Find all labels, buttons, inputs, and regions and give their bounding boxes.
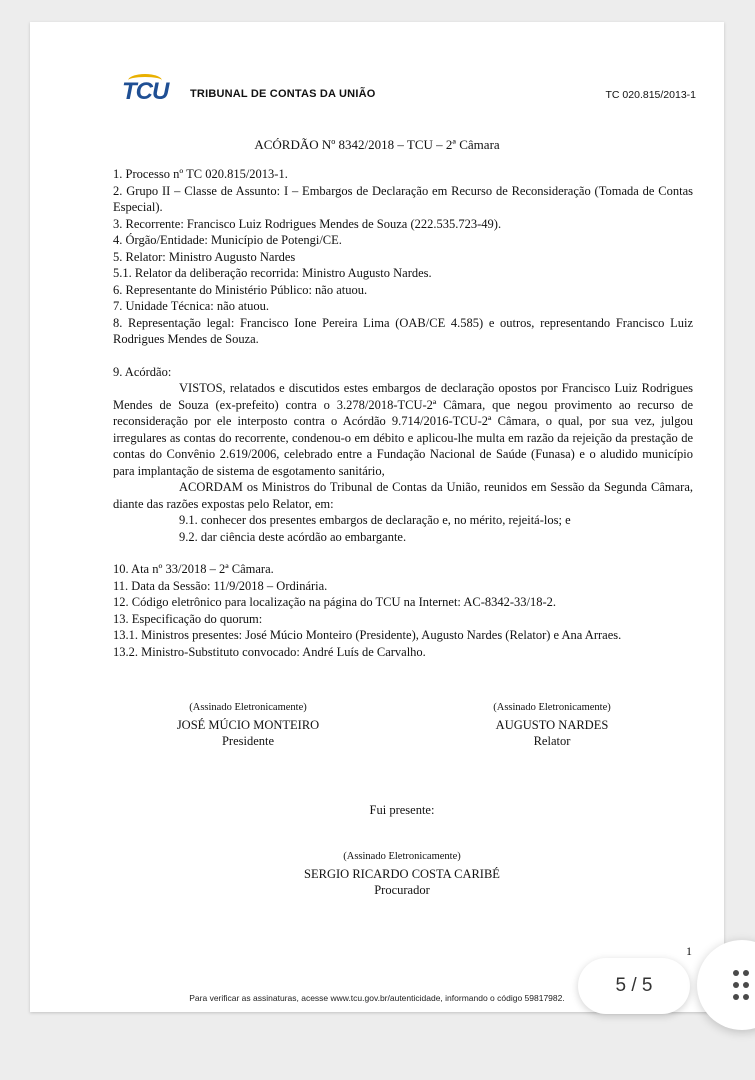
item-ministerio-publico: 6. Representante do Ministério Público: não atuou. — [113, 282, 368, 297]
vistos-paragraph: VISTOS, relatados e discutidos estes embargos de declaração opostos por Francisco Luiz Rodrigues Mendes de Souza (ex-prefeito) contra o 3.278/2018-TCU-2ª Câmara, que negou provimento ao recurso de reconsideração por ele interposto contra o Acórdão 9.714/2016-TCU-2ª Câmara, o qual, por sua vez, julgou irregulares as contas do recorrente, condenou-o em débito e aplicou-lhe multa em razão da rejeição da prestação de contas do Convênio 2.619/2006, celebrado entre a Fundação Nacional de Saúde (Funasa) e o aludido município para implantação de sistema de esgotamento sanitário, — [113, 381, 693, 478]
session-code: 12. Código eletrônico para localização na página do TCU na Internet: AC-8342-33/18-2. — [113, 595, 557, 609]
document-title: ACÓRDÃO Nº 8342/2018 – TCU – 2ª Câmara — [254, 137, 500, 152]
session-substitute: 13.2. Ministro-Substituto convocado: André Luís de Carvalho. — [113, 644, 426, 659]
signature-procurador — [277, 849, 527, 899]
logo-swoosh — [128, 74, 162, 87]
present-label: Fui presente: — [369, 803, 435, 817]
page-indicator: 5 / 5 — [578, 958, 690, 1014]
tcu-logo — [122, 78, 168, 106]
item-orgao: 4. Órgão/Entidade: Município de Potengi/CE. — [113, 233, 342, 247]
item-relator: 5. Relator: Ministro Augusto Nardes — [113, 249, 296, 264]
item-relator-recorrida: 5.1. Relator da deliberação recorrida: Ministro Augusto Nardes. — [113, 266, 432, 280]
signed-label: (Assinado Eletronicamente) — [493, 702, 611, 713]
session-ata: 10. Ata nº 33/2018 – 2ª Câmara. — [113, 562, 274, 576]
signer-name: SERGIO RICARDO COSTA CARIBÉ — [304, 866, 500, 881]
item-unidade-tecnica: 7. Unidade Técnica: não atuou. — [113, 299, 269, 313]
page-header — [30, 22, 724, 122]
logo-text: TCU — [122, 78, 169, 105]
decision-9-1: 9.1. conhecer dos presentes embargos de declaração e, no mérito, rejeitá-los; e — [179, 513, 571, 527]
acordao-heading: 9. Acórdão: — [113, 364, 172, 379]
process-reference: TC 020.815/2013-1 — [605, 89, 696, 101]
signature-relator — [427, 700, 677, 750]
item-grupo: 2. Grupo II – Classe de Assunto: I – Embargos de Declaração em Recurso de Reconsideração (Tomada de Contas Especial). — [113, 183, 693, 214]
page-number: 1 — [686, 944, 692, 958]
signed-label: (Assinado Eletronicamente) — [189, 702, 307, 713]
signer-role: Relator — [533, 734, 571, 748]
grid-dots-icon — [733, 970, 749, 1000]
signer-name: AUGUSTO NARDES — [495, 717, 609, 732]
acordam-paragraph: ACORDAM os Ministros do Tribunal de Contas da União, reunidos em Sessão da Segunda Câmara, diante das razões expostas pelo Relator, em: — [113, 480, 693, 511]
item-representacao: 8. Representação legal: Francisco Ione Pereira Lima (OAB/CE 4.585) e outros, representando Francisco Luiz Rodrigues Mendes de Souza. — [113, 315, 693, 346]
organization-name: TRIBUNAL DE CONTAS DA UNIÃO — [190, 88, 376, 100]
item-recorrente: 3. Recorrente: Francisco Luiz Rodrigues Mendes de Souza (222.535.723-49). — [113, 216, 502, 231]
session-quorum: 13. Especificação do quorum: — [113, 611, 263, 626]
session-ministers: 13.1. Ministros presentes: José Múcio Monteiro (Presidente), Augusto Nardes (Relator) e Ana Arraes. — [113, 628, 622, 642]
document-body — [113, 166, 693, 660]
document-page — [30, 22, 724, 1012]
decision-9-2: 9.2. dar ciência deste acórdão ao embargante. — [179, 529, 407, 544]
signer-role: Presidente — [221, 734, 275, 748]
session-date: 11. Data da Sessão: 11/9/2018 – Ordinária. — [113, 578, 328, 593]
signer-role: Procurador — [374, 883, 430, 897]
signer-name: JOSÉ MÚCIO MONTEIRO — [176, 717, 320, 732]
item-processo: 1. Processo nº TC 020.815/2013-1. — [113, 167, 288, 181]
signed-label: (Assinado Eletronicamente) — [343, 851, 461, 862]
signature-president — [123, 700, 373, 750]
verification-footer: Para verificar as assinaturas, acesse www.tcu.gov.br/autenticidade, informando o código 59817982. — [189, 993, 565, 1003]
